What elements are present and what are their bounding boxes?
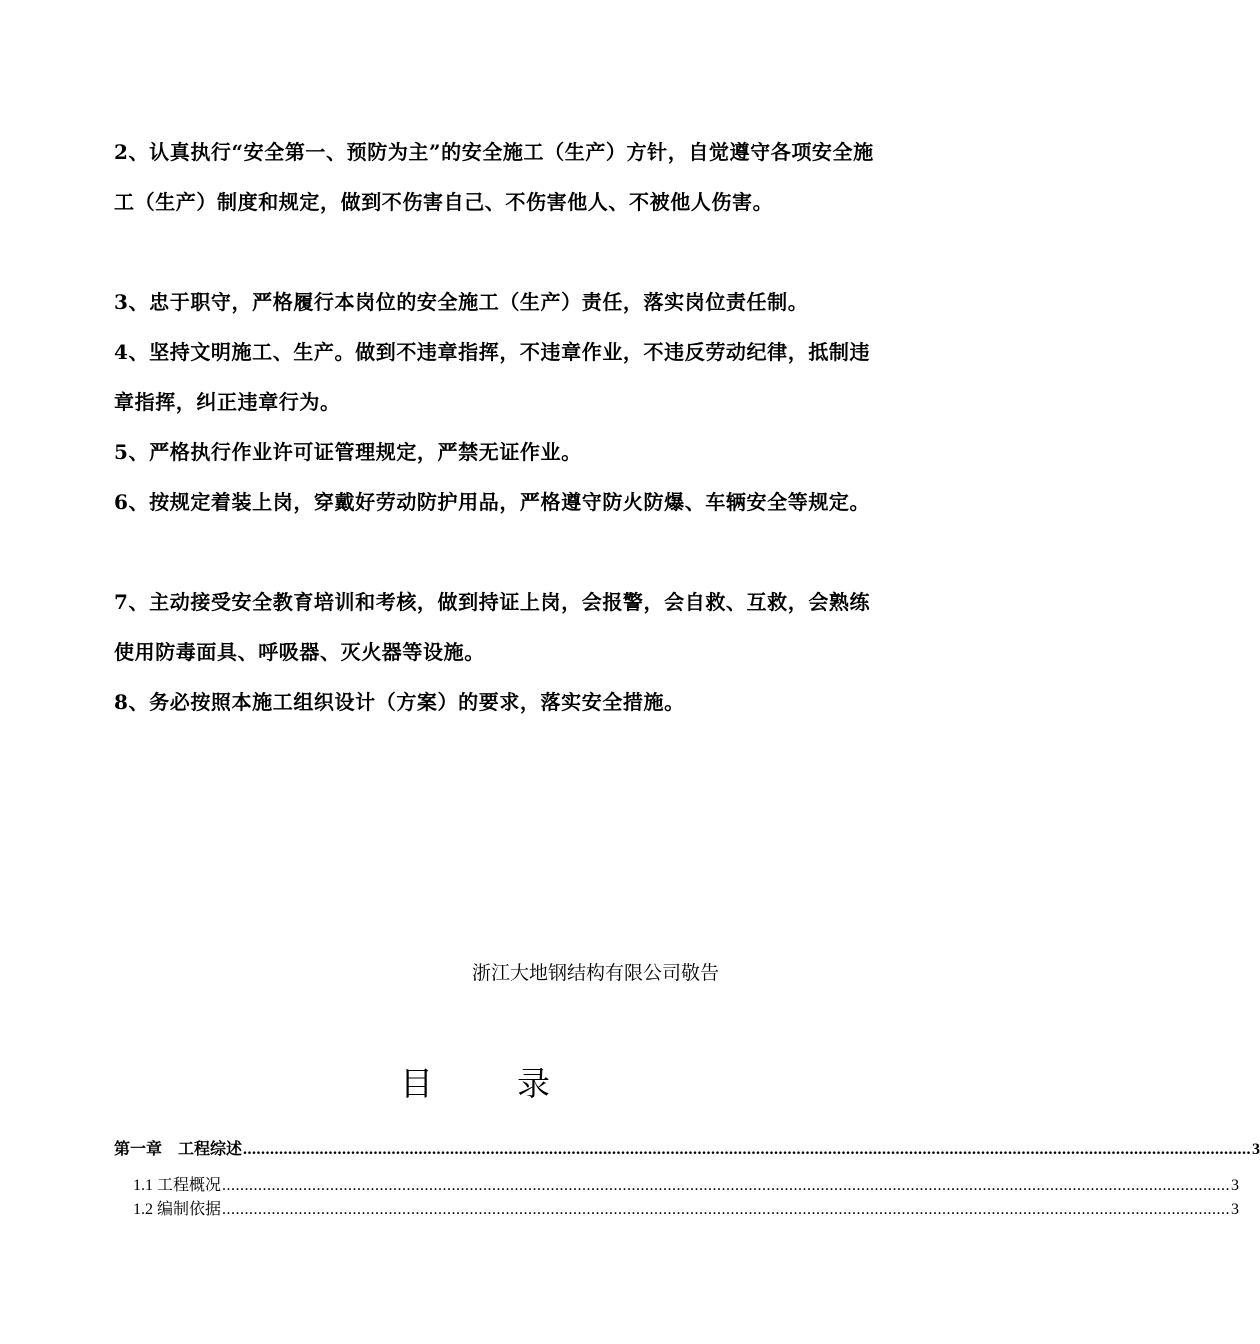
company-signature: 浙江大地钢结构有限公司敬告 [472,962,720,984]
toc-title-char-2: 录 [517,1064,550,1103]
paragraph-item-4: 4、坚持文明施工、生产。做到不违章指挥，不违章作业，不违反劳动纪律，抵制违章指挥，纠正违章行为。 [114,340,871,414]
toc-entry-label: 第一章 工程综述 [114,1141,243,1158]
toc-title-char-1: 目 [400,1064,433,1103]
paragraph-item-3: 3、忠于职守，严格履行本岗位的安全施工（生产）责任，落实岗位责任制。 [114,290,809,314]
toc-entry-label: 1.2 编制依据 [133,1201,222,1218]
toc-entry-label: 1.1 工程概况 [133,1177,222,1194]
paragraph-item-8: 8、务必按照本施工组织设计（方案）的要求，落实安全措施。 [114,690,685,714]
toc-entry-page: 3 [1231,1177,1240,1194]
toc-entry-section-1-2[interactable] [133,1196,1240,1219]
toc-title [0,1062,950,1106]
toc-entry-page: 3 [1231,1201,1240,1218]
toc-dot-leader: ................................................................................................................................................................................................................................ [222,1177,1231,1194]
toc-entry-page: 3 [1252,1141,1260,1158]
paragraph-item-7: 7、主动接受安全教育培训和考核，做到持证上岗，会报警，会自救、互救，会熟练使用防毒面具、呼吸器、灭火器等设施。 [114,590,871,664]
paragraph-item-6: 6、按规定着装上岗，穿戴好劳动防护用品，严格遵守防火防爆、车辆安全等规定。 [114,490,871,514]
toc-entry-section-1-1[interactable] [133,1172,1240,1195]
toc-dot-leader: ................................................................................................................................................................................................................................ [243,1141,1252,1158]
toc-dot-leader: ................................................................................................................................................................................................................................ [222,1201,1231,1218]
paragraph-item-5: 5、严格执行作业许可证管理规定，严禁无证作业。 [114,440,582,464]
paragraph-item-2: 2、认真执行“安全第一、预防为主”的安全施工（生产）方针，自觉遵守各项安全施工（生产）制度和规定，做到不伤害自己、不伤害他人、不被他人伤害。 [114,140,874,214]
toc-entry-chapter-1[interactable] [114,1136,1260,1159]
